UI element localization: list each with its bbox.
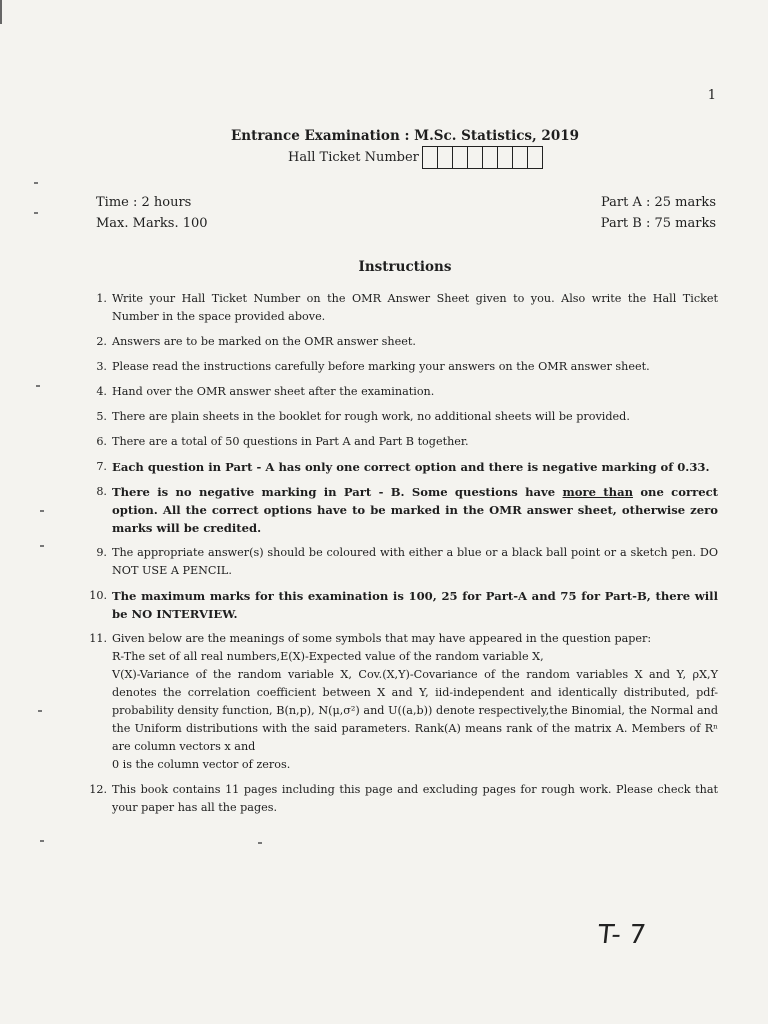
instruction-text: The maximum marks for this examination is 100, 25 for Part-A and 75 for Part-B, there will be NO INTERVIEW.: [112, 589, 718, 621]
handwritten-note: T- 7: [596, 920, 648, 950]
instruction-number: 7.: [96, 460, 107, 473]
scan-speck: [36, 385, 40, 387]
instruction-text: Each question in Part - A has only one correct option and there is negative marking of 0.33.: [112, 460, 710, 474]
instruction-number: 10.: [89, 589, 107, 602]
instruction-number: 11.: [89, 632, 107, 645]
instructions-list: [88, 290, 718, 824]
instruction-item: [88, 408, 718, 426]
instruction-item: [88, 433, 718, 451]
instruction-text: There are plain sheets in the booklet for rough work, no additional sheets will be provided.: [112, 410, 630, 423]
emphasis-underline: more than: [562, 485, 634, 499]
instruction-text: There is no negative marking in Part - B. Some questions have more than one correct option. All the correct options have to be marked in the OMR answer sheet, otherwise zero marks will be credited.: [112, 485, 718, 535]
instruction-number: 4.: [96, 385, 107, 398]
scan-speck: [40, 545, 44, 547]
exam-meta-right: [601, 192, 716, 234]
exam-meta-left: [96, 192, 208, 234]
instruction-item: [88, 781, 718, 817]
hall-ticket-label: Hall Ticket Number: [288, 150, 419, 165]
instruction-item: [88, 333, 718, 351]
instruction-text: This book contains 11 pages including this page and excluding pages for rough work. Please check that your paper has all the pages.: [112, 783, 718, 814]
instruction-text: Please read the instructions carefully before marking your answers on the OMR answer sheet.: [112, 360, 650, 373]
hall-ticket-boxes[interactable]: [422, 146, 543, 169]
scan-speck: [258, 842, 262, 844]
instruction-text: Given below are the meanings of some symbols that may have appeared in the question paper: R-The set of all real numbers,E(X)-Expected value of the random variable X, V(X)-Variance of the random variable X, Cov.(X,Y)-Covariance of the random variables X and Y, ρX,Y denotes the correlation coefficient between X and Y, iid-independent and identically distributed, pdf-probability density function, B(n,p), N(μ,σ²) and U((a,b)) denote respectively,the Binomial, the Normal and the Uniform distributions with the said parameters. Rank(A) means rank of the matrix A. Members of Rⁿ are column vectors x and 0 is the column vector of zeros.: [112, 632, 718, 771]
instructions-heading: Instructions: [358, 259, 452, 275]
instruction-item: [88, 544, 718, 580]
ticket-digit-box[interactable]: [498, 147, 513, 168]
part-b-marks: Part B : 75 marks: [600, 216, 716, 231]
instruction-text: There are a total of 50 questions in Part A and Part B together.: [112, 435, 469, 448]
instruction-number: 3.: [96, 360, 107, 373]
instruction-number: 5.: [96, 410, 107, 423]
max-marks-text: Max. Marks. 100: [96, 216, 208, 231]
scan-edge-mark: [0, 0, 2, 24]
scan-speck: [34, 182, 38, 184]
instruction-item: [88, 358, 718, 376]
instruction-number: 6.: [96, 435, 107, 448]
ticket-digit-box[interactable]: [483, 147, 498, 168]
ticket-digit-box[interactable]: [423, 147, 438, 168]
instruction-item: [88, 630, 718, 774]
instruction-text: The appropriate answer(s) should be coloured with either a blue or a black ball point or a sketch pen. DO NOT USE A PENCIL.: [112, 546, 718, 577]
instruction-item: [88, 483, 718, 537]
ticket-digit-box[interactable]: [453, 147, 468, 168]
ticket-digit-box[interactable]: [438, 147, 453, 168]
ticket-digit-box[interactable]: [513, 147, 528, 168]
instruction-item: [88, 587, 718, 623]
scan-speck: [34, 212, 38, 214]
instruction-number: 2.: [96, 335, 107, 348]
ticket-digit-box[interactable]: [528, 147, 542, 168]
scan-speck: [38, 710, 42, 712]
page-number: 1: [707, 88, 716, 103]
hall-ticket-row: [288, 146, 543, 169]
instruction-number: 1.: [96, 292, 107, 305]
part-a-marks: Part A : 25 marks: [600, 195, 716, 210]
instruction-number: 9.: [96, 546, 107, 559]
instruction-text: Hand over the OMR answer sheet after the examination.: [112, 385, 435, 398]
instruction-item: [88, 383, 718, 401]
exam-title: Entrance Examination : M.Sc. Statistics, 2019: [230, 128, 580, 144]
scan-speck: [40, 510, 44, 512]
instruction-number: 8.: [96, 485, 107, 498]
instruction-text: Write your Hall Ticket Number on the OMR Answer Sheet given to you. Also write the Hall Ticket Number in the space provided above.: [112, 292, 718, 323]
ticket-digit-box[interactable]: [468, 147, 483, 168]
instruction-item: [88, 290, 718, 326]
instruction-item: [88, 458, 718, 476]
instruction-text: Answers are to be marked on the OMR answer sheet.: [112, 335, 416, 348]
instruction-number: 12.: [89, 783, 107, 796]
time-text: Time : 2 hours: [96, 195, 192, 210]
scan-speck: [40, 840, 44, 842]
